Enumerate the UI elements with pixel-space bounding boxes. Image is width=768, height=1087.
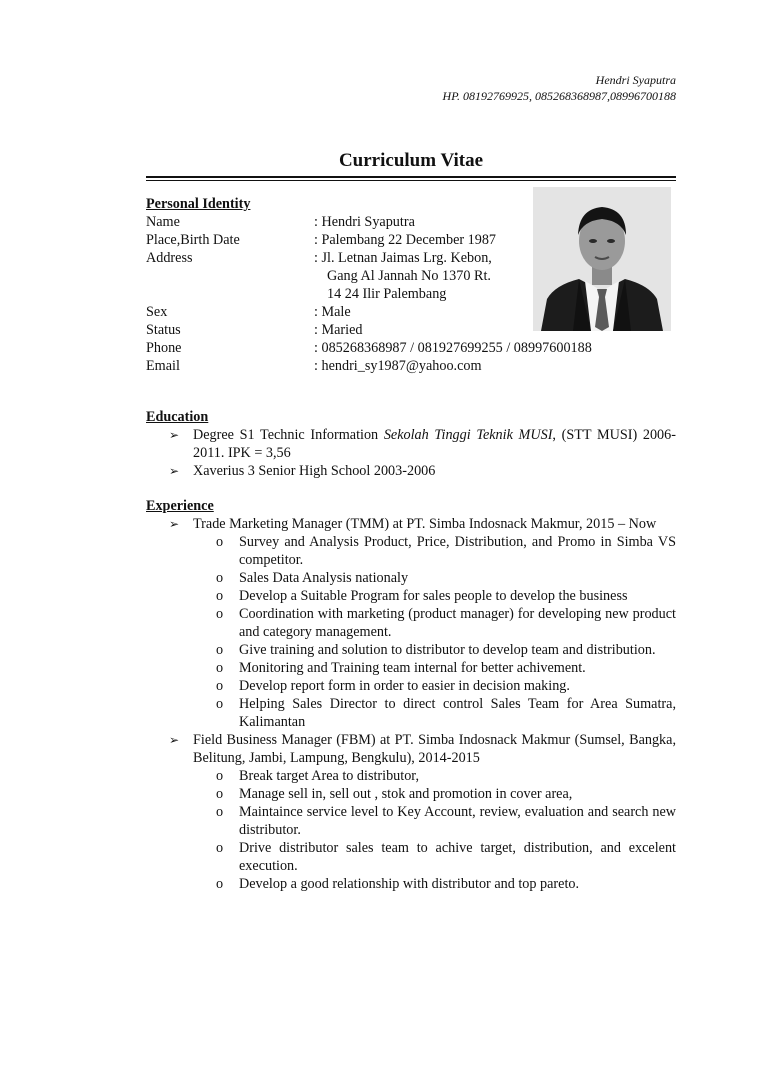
identity-value: : Palembang 22 December 1987 <box>314 232 497 248</box>
header-contact <box>443 72 676 104</box>
circle-bullet-icon: o <box>216 660 224 676</box>
experience-heading: Experience <box>146 498 214 514</box>
duty-item <box>146 677 676 695</box>
circle-bullet-icon: o <box>216 678 224 694</box>
education-text: Degree S1 Technic Information <box>193 427 384 443</box>
identity-row-birth <box>146 231 676 249</box>
identity-label: Email <box>146 358 180 374</box>
arrow-bullet-icon: ➢ <box>169 464 180 478</box>
duty-item <box>146 605 676 641</box>
circle-bullet-icon: o <box>216 642 224 658</box>
experience-section <box>146 497 676 893</box>
circle-bullet-icon: o <box>216 606 224 622</box>
header-name: Hendri Syaputra <box>595 73 676 87</box>
address-line: : Jl. Letnan Jaimas Lrg. Kebon, <box>314 250 492 266</box>
identity-row-email <box>146 357 676 375</box>
duty-text: Monitoring and Training team internal for better achivement. <box>239 660 586 676</box>
identity-label: Phone <box>146 340 182 356</box>
duty-item <box>146 875 676 893</box>
duty-text: Helping Sales Director to direct control Sales Team for Area Sumatra, Kalimantan <box>239 696 676 730</box>
identity-row-name <box>146 213 676 231</box>
job-title: Field Business Manager (FBM) at PT. Simba Indosnack Makmur (Sumsel, Bangka, Belitung, Jambi, Lampung, Bengkulu), 2014-2015 <box>193 732 676 766</box>
duty-text: Coordination with marketing (product manager) for developing new product and category management. <box>239 606 676 640</box>
identity-value-address <box>314 249 492 303</box>
arrow-bullet-icon: ➢ <box>169 517 180 531</box>
duty-text: Maintaince service level to Key Account, review, evaluation and search new distributor. <box>239 804 676 838</box>
duty-text: Drive distributor sales team to achive target, distribution, and excelent execution. <box>239 840 676 874</box>
duty-text: Survey and Analysis Product, Price, Distribution, and Promo in Simba VS competitor. <box>239 534 676 568</box>
education-section <box>146 408 676 480</box>
circle-bullet-icon: o <box>216 804 224 820</box>
circle-bullet-icon: o <box>216 786 224 802</box>
circle-bullet-icon: o <box>216 588 224 604</box>
education-item <box>146 426 676 462</box>
duty-item <box>146 839 676 875</box>
duty-item <box>146 533 676 569</box>
circle-bullet-icon: o <box>216 570 224 586</box>
arrow-bullet-icon: ➢ <box>169 428 180 442</box>
identity-label: Address <box>146 250 193 266</box>
duty-item <box>146 569 676 587</box>
education-text: Xaverius 3 Senior High School 2003-2006 <box>193 463 436 479</box>
duty-item <box>146 767 676 785</box>
duty-text: Develop a good relationship with distributor and top pareto. <box>239 876 580 892</box>
duty-text: Break target Area to distributor, <box>239 768 420 784</box>
circle-bullet-icon: o <box>216 876 224 892</box>
identity-row-address <box>146 249 676 303</box>
duty-text: Develop report form in order to easier in decision making. <box>239 678 570 694</box>
duty-item <box>146 659 676 677</box>
duty-text: Develop a Suitable Program for sales people to develop the business <box>239 588 628 604</box>
circle-bullet-icon: o <box>216 696 224 712</box>
job-title: Trade Marketing Manager (TMM) at PT. Simba Indosnack Makmur, 2015 – Now <box>193 516 657 532</box>
circle-bullet-icon: o <box>216 768 224 784</box>
personal-identity-section <box>146 195 676 375</box>
duty-item <box>146 803 676 839</box>
identity-value: : Maried <box>314 322 363 338</box>
identity-label: Status <box>146 322 181 338</box>
duty-item <box>146 695 676 731</box>
job-item <box>146 731 676 767</box>
identity-row-sex <box>146 303 676 321</box>
identity-row-phone <box>146 339 676 357</box>
header-phones: HP. 08192769925, 085268368987,08996700188 <box>442 89 676 103</box>
identity-value: : Male <box>314 304 351 320</box>
duty-text: Manage sell in, sell out , stok and promotion in cover area, <box>239 786 573 802</box>
education-heading: Education <box>146 409 209 425</box>
education-text: , (STT MUSI) 2006-2011. IPK = 3,56 <box>193 427 676 461</box>
education-school-italic: Sekolah Tinggi Teknik MUSI <box>383 427 553 443</box>
page-title: Curriculum Vitae <box>338 150 484 171</box>
title-divider <box>146 176 676 181</box>
duty-item <box>146 587 676 605</box>
address-line: Gang Al Jannah No 1370 Rt. <box>327 268 491 284</box>
duty-text: Sales Data Analysis nationaly <box>239 570 409 586</box>
job-item <box>146 515 676 533</box>
duty-text: Give training and solution to distributor to develop team and distribution. <box>239 642 656 658</box>
personal-identity-heading: Personal Identity <box>146 196 251 212</box>
duty-item <box>146 641 676 659</box>
identity-value: : Hendri Syaputra <box>314 214 415 230</box>
identity-label: Place,Birth Date <box>146 232 240 248</box>
address-line: 14 24 Ilir Palembang <box>327 286 447 302</box>
circle-bullet-icon: o <box>216 840 224 856</box>
identity-value: : 085268368987 / 081927699255 / 08997600188 <box>314 340 592 356</box>
arrow-bullet-icon: ➢ <box>169 733 180 747</box>
identity-row-status <box>146 321 676 339</box>
identity-label: Name <box>146 214 180 230</box>
circle-bullet-icon: o <box>216 534 224 550</box>
identity-label: Sex <box>146 304 168 320</box>
duty-item <box>146 785 676 803</box>
education-item <box>146 462 676 480</box>
identity-value: : hendri_sy1987@yahoo.com <box>314 358 482 374</box>
